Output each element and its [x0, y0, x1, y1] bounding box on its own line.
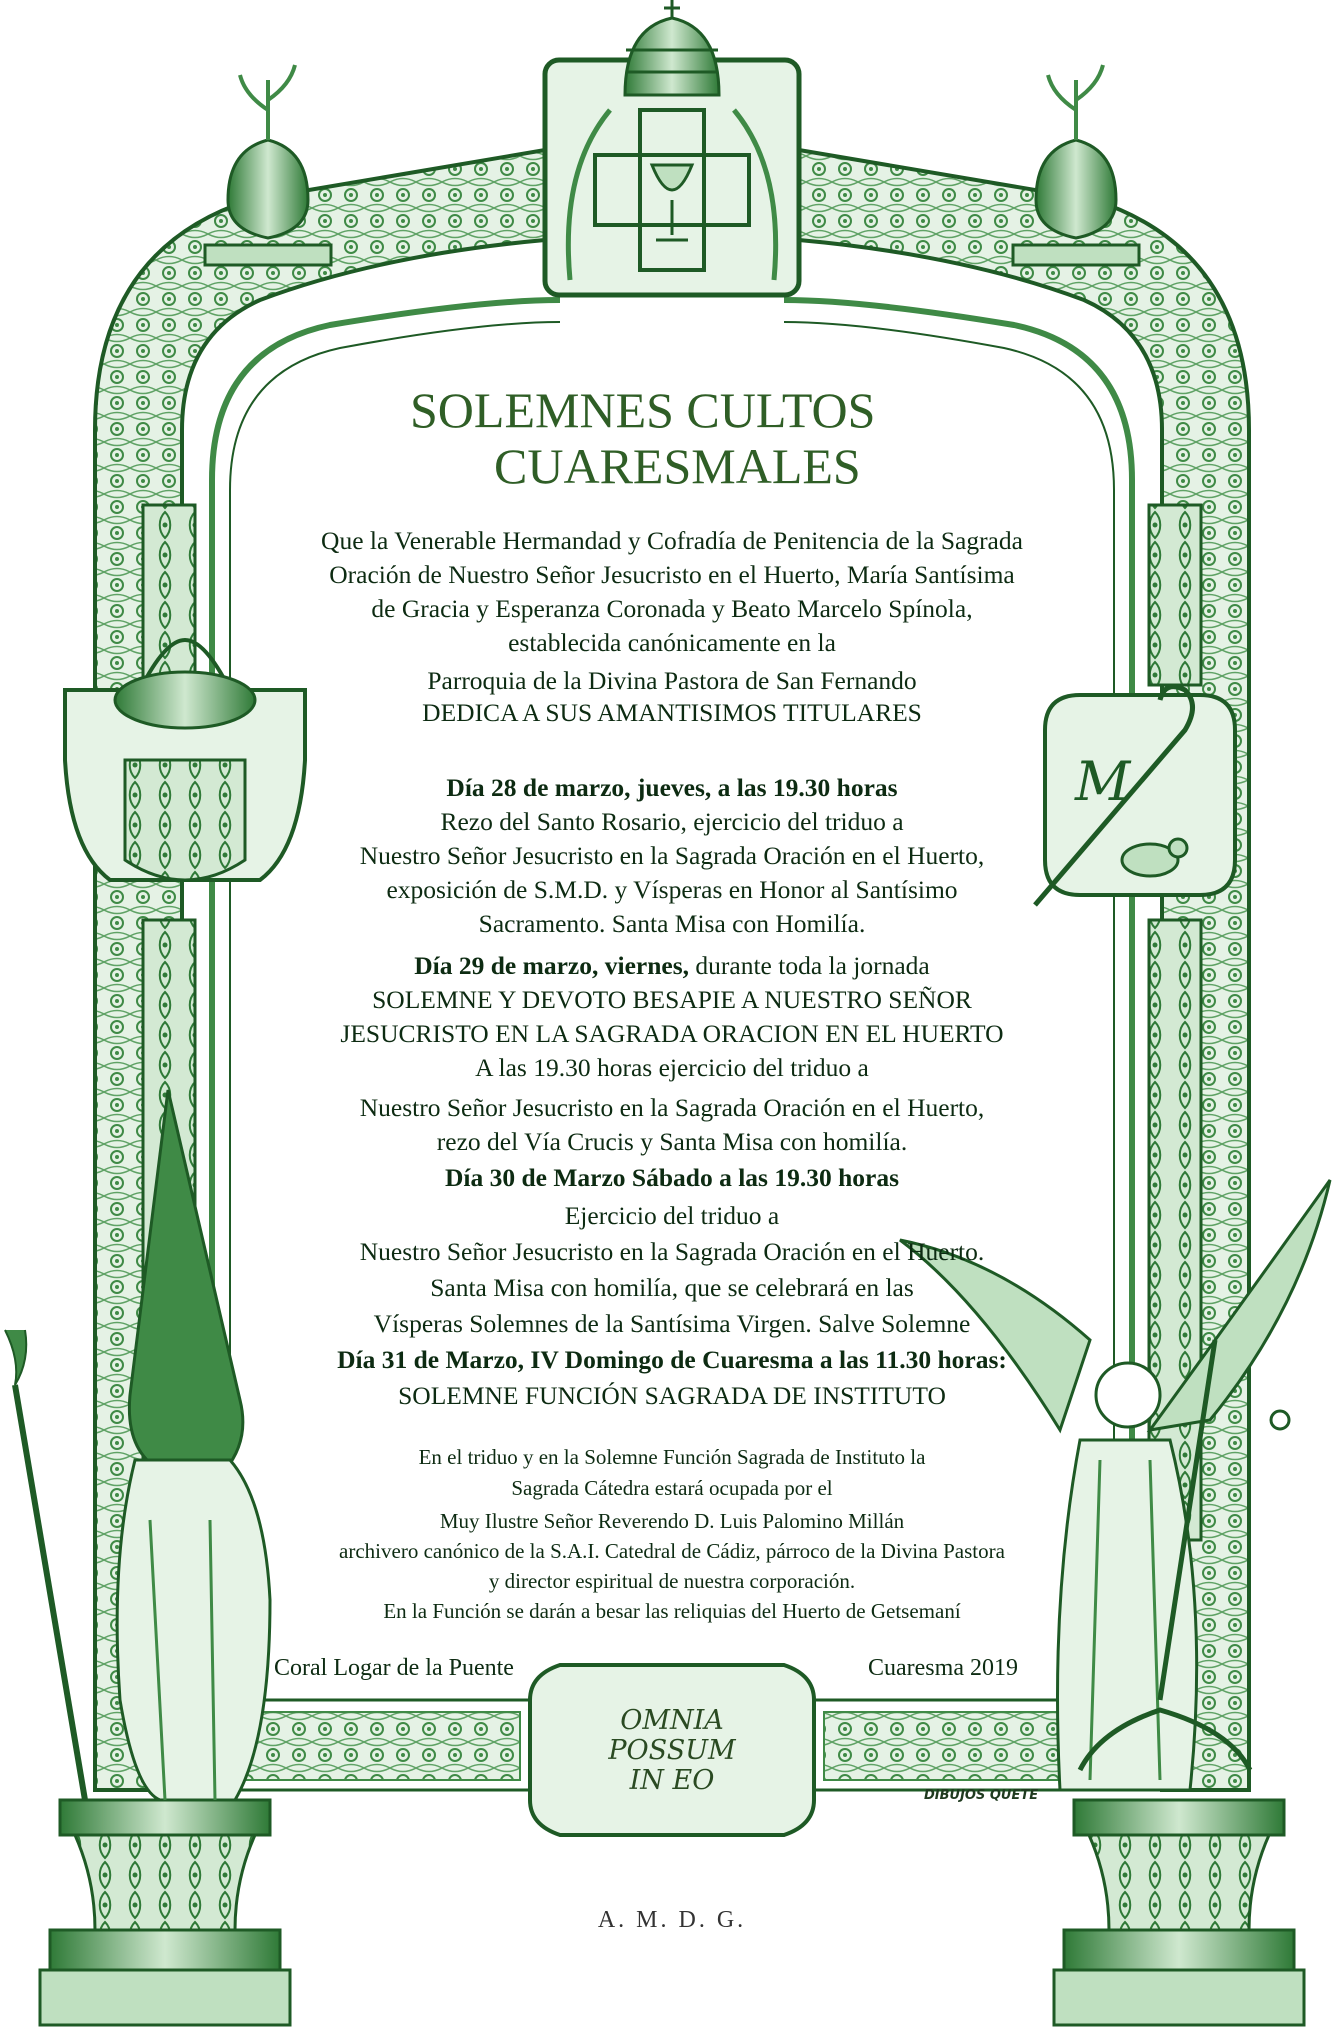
schedule-line: Ejercicio del triduo a — [564, 1201, 780, 1230]
schedule-line: Nuestro Señor Jesucristo en la Sagrada Oración en el Huerto. — [359, 1237, 985, 1266]
intro-line: Que la Venerable Hermandad y Cofradía de Penitencia de la Sagrada — [321, 526, 1023, 555]
schedule-line: SOLEMNE Y DEVOTO BESAPIE A NUESTRO SEÑOR — [372, 985, 972, 1014]
schedule-line: Sacramento. Santa Misa con Homilía. — [478, 909, 866, 938]
amdg-inscription: A. M. D. G. — [597, 1907, 747, 1933]
intro-line: DEDICA A SUS AMANTISIMOS TITULARES — [422, 698, 922, 727]
intro-line: de Gracia y Esperanza Coronada y Beato Marcelo Spínola, — [371, 594, 973, 623]
schedule-line: Rezo del Santo Rosario, ejercicio del triduo a — [440, 807, 904, 836]
schedule-line: Vísperas Solemnes de la Santísima Virgen. Salve Solemne — [373, 1309, 971, 1338]
title-line-2: CUARESMALES — [494, 438, 861, 494]
schedule-line: Nuestro Señor Jesucristo en la Sagrada Oración en el Huerto, — [359, 841, 985, 870]
schedule-line: rezo del Vía Crucis y Santa Misa con homilía. — [436, 1127, 908, 1156]
intro-line: Oración de Nuestro Señor Jesucristo en el Huerto, María Santísima — [329, 560, 1015, 589]
title-line-1: SOLEMNES CULTOS — [410, 382, 876, 438]
schedule-line: Nuestro Señor Jesucristo en la Sagrada Oración en el Huerto, — [359, 1093, 985, 1122]
schedule-line — [0, 1162, 1344, 1195]
schedule-day: Día 31 de Marzo, IV Domingo de Cuaresma a las 11.30 horas: — [337, 1345, 1007, 1374]
choir-name: Coral Logar de la Puente — [274, 1655, 514, 1681]
intro-line: Parroquia de la Divina Pastora de San Fernando — [427, 666, 917, 695]
preacher-line: archivero canónico de la S.A.I. Catedral de Cádiz, párroco de la Divina Pastora — [339, 1539, 1005, 1563]
schedule-line: A las 19.30 horas ejercicio del triduo a — [475, 1053, 869, 1082]
schedule-line: Día 29 de marzo, viernes, durante toda la jornada — [414, 951, 930, 980]
svg-text:M: M — [1075, 750, 1131, 813]
season-year: Cuaresma 2019 — [868, 1655, 1018, 1681]
papal-tiara-icon — [625, 0, 719, 95]
schedule-line: SOLEMNE FUNCIÓN SAGRADA DE INSTITUTO — [398, 1381, 946, 1410]
schedule-line: Santa Misa con homilía, que se celebrará en las — [430, 1273, 914, 1302]
artist-signature: DIBUJOS QUETE — [924, 1788, 1039, 1803]
schedule-line — [0, 1344, 1344, 1377]
schedule-day: Día 28 de marzo, jueves, a las 19.30 horas — [446, 773, 898, 802]
schedule-line — [0, 772, 1344, 805]
preacher-line: Sagrada Cátedra estará ocupada por el — [511, 1476, 833, 1500]
schedule-day: Día 29 de marzo, viernes, — [414, 951, 690, 980]
preacher-line: En el triduo y en la Solemne Función Sagrada de Instituto la — [418, 1445, 926, 1469]
schedule-day: Día 30 de Marzo Sábado a las 19.30 horas — [444, 1163, 900, 1192]
preacher-line: Muy Ilustre Señor Reverendo D. Luis Palomino Millán — [439, 1509, 905, 1533]
schedule-line: exposición de S.M.D. y Vísperas en Honor al Santísimo — [386, 875, 958, 904]
preacher-line: En la Función se darán a besar las reliquias del Huerto de Getsemaní — [383, 1599, 961, 1623]
preacher-line: y director espiritual de nuestra corporación. — [488, 1569, 856, 1593]
intro-line: establecida canónicamente en la — [508, 628, 836, 657]
motto-text: OMNIA POSSUM IN EO — [608, 1705, 736, 1796]
schedule-line: JESUCRISTO EN LA SAGRADA ORACION EN EL HUERTO — [340, 1019, 1004, 1048]
